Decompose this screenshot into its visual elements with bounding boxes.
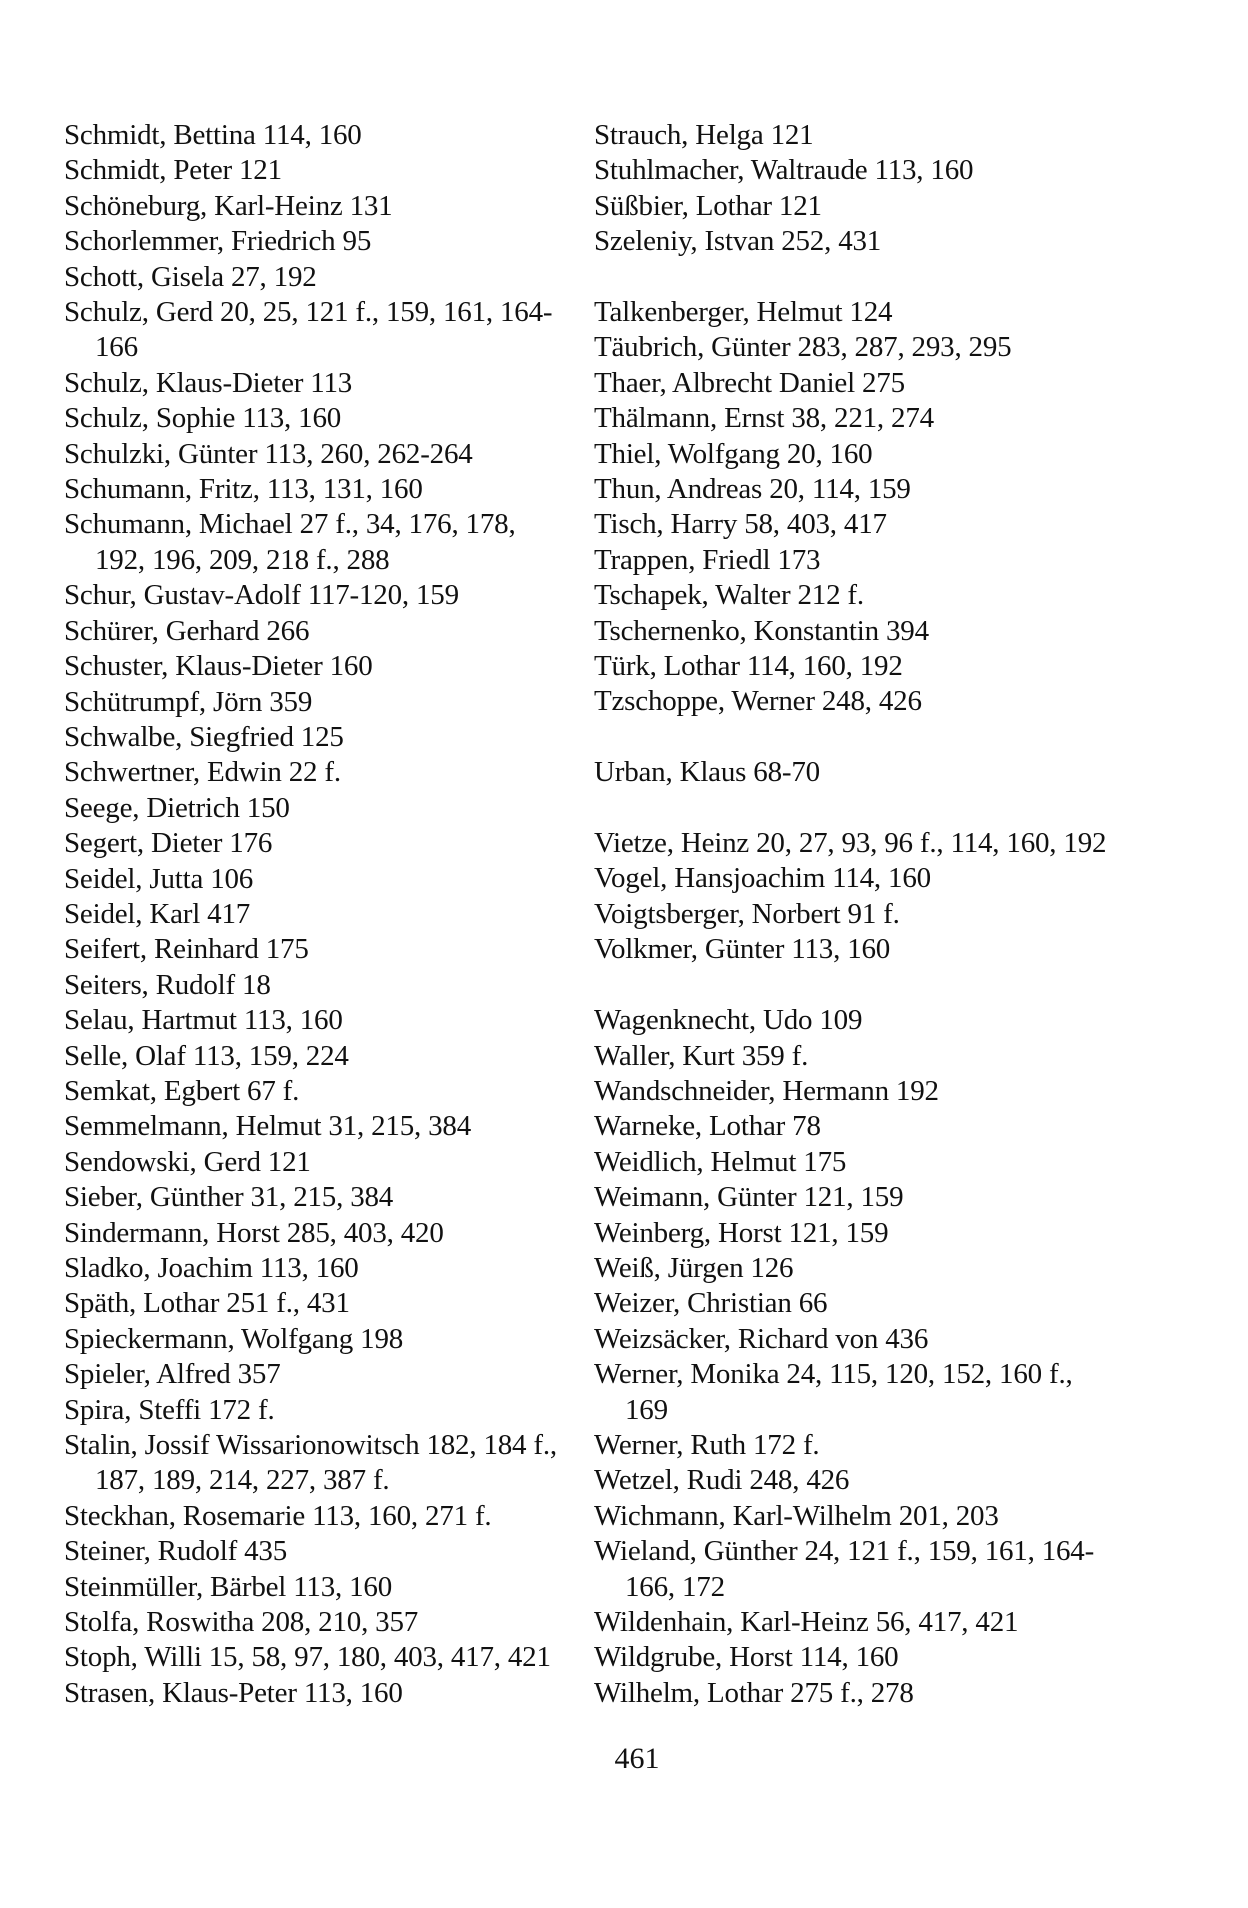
index-entry: Seiters, Rudolf 18 [64, 968, 271, 1001]
index-entry: Sieber, Günther 31, 215, 384 [64, 1181, 394, 1214]
index-entry: Tschernenko, Konstantin 394 [594, 614, 929, 647]
index-letter-gap [594, 720, 1114, 755]
index-entry: Schöneburg, Karl-Heinz 131 [64, 189, 393, 222]
index-entry: Sendowski, Gerd 121 [64, 1145, 311, 1178]
index-entry: Stuhlmacher, Waltraude 113, 160 [594, 154, 974, 187]
index-entry: Thälmann, Ernst 38, 221, 274 [594, 402, 934, 435]
index-entry: Strasen, Klaus-Peter 113, 160 [64, 1676, 403, 1709]
index-letter-gap [594, 791, 1114, 826]
index-entry: Wandschneider, Hermann 192 [594, 1074, 939, 1107]
index-entry: Thun, Andreas 20, 114, 159 [594, 473, 911, 506]
index-entry: Selle, Olaf 113, 159, 224 [64, 1039, 349, 1072]
index-entry: Wilhelm, Lothar 275 f., 278 [594, 1676, 914, 1709]
index-entry: Volkmer, Günter 113, 160 [594, 933, 891, 966]
index-entry: Steckhan, Rosemarie 113, 160, 271 f. [64, 1499, 492, 1532]
index-entry: Tschapek, Walter 212 f. [594, 579, 864, 612]
page-number: 461 [614, 1742, 660, 1775]
index-entry: Thaer, Albrecht Daniel 275 [594, 366, 905, 399]
index-entry: Weidlich, Helmut 175 [594, 1145, 847, 1178]
index-entry: Vogel, Hansjoachim 114, 160 [594, 862, 931, 895]
index-entry: Semkat, Egbert 67 f. [64, 1074, 300, 1107]
index-entry: Weizer, Christian 66 [594, 1287, 828, 1320]
index-entry: Seidel, Jutta 106 [64, 862, 254, 895]
index-entry: Schumann, Michael 27 f., 34, 176, 178, 192, 196, 209, 218 f., 288 [64, 508, 516, 576]
index-entry: Sindermann, Horst 285, 403, 420 [64, 1216, 444, 1249]
index-entry: Tzschoppe, Werner 248, 426 [594, 685, 922, 718]
index-entry: Warneke, Lothar 78 [594, 1110, 821, 1143]
index-entry: Werner, Ruth 172 f. [594, 1428, 820, 1461]
index-entry: Selau, Hartmut 113, 160 [64, 1004, 343, 1037]
index-column-right [594, 118, 1114, 1711]
index-entry: Weizsäcker, Richard von 436 [594, 1322, 929, 1355]
index-entry: Wetzel, Rudi 248, 426 [594, 1464, 850, 1497]
index-entry: Semmelmann, Helmut 31, 215, 384 [64, 1110, 472, 1143]
index-entry: Voigtsberger, Norbert 91 f. [594, 897, 900, 930]
index-entry: Wildenhain, Karl-Heinz 56, 417, 421 [594, 1606, 1019, 1638]
index-entry: Täubrich, Günter 283, 287, 293, 295 [594, 331, 1012, 364]
index-entry: Strauch, Helga 121 [594, 119, 814, 151]
index-column-left [64, 118, 564, 1711]
index-entry: Urban, Klaus 68-70 [594, 756, 820, 789]
index-entry: Weimann, Günter 121, 159 [594, 1181, 904, 1214]
index-entry: Steinmüller, Bärbel 113, 160 [64, 1570, 393, 1603]
index-entry: Wichmann, Karl-Wilhelm 201, 203 [594, 1499, 999, 1532]
index-entry: Süßbier, Lothar 121 [594, 189, 822, 222]
index-entry: Stalin, Jossif Wissarionowitsch 182, 184 f., 187, 189, 214, 227, 387 f. [64, 1429, 557, 1497]
index-entry: Schwalbe, Siegfried 125 [64, 720, 344, 753]
index-entry: Szeleniy, Istvan 252, 431 [594, 225, 882, 258]
index-entry: Trappen, Friedl 173 [594, 543, 821, 576]
index-entry: Stoph, Willi 15, 58, 97, 180, 403, 417, 421 [64, 1641, 551, 1674]
index-entry: Schulz, Gerd 20, 25, 121 f., 159, 161, 164-166 [64, 296, 553, 364]
index-entry: Steiner, Rudolf 435 [64, 1535, 287, 1568]
index-entry: Seege, Dietrich 150 [64, 791, 290, 824]
index-entry: Schorlemmer, Friedrich 95 [64, 225, 372, 258]
index-entry: Schur, Gustav-Adolf 117-120, 159 [64, 579, 459, 612]
index-entry: Schmidt, Peter 121 [64, 154, 282, 187]
index-entry: Schumann, Fritz, 113, 131, 160 [64, 473, 423, 506]
index-entry: Schulz, Sophie 113, 160 [64, 402, 342, 435]
index-entry: Schulz, Klaus-Dieter 113 [64, 366, 353, 399]
index-entry: Wieland, Günther 24, 121 f., 159, 161, 164-166, 172 [594, 1535, 1095, 1603]
index-entry: Schott, Gisela 27, 192 [64, 260, 317, 293]
index-entry: Wildgrube, Horst 114, 160 [594, 1641, 899, 1674]
index-entry: Sladko, Joachim 113, 160 [64, 1252, 359, 1284]
index-entry: Schütrumpf, Jörn 359 [64, 685, 313, 718]
index-entry: Waller, Kurt 359 f. [594, 1039, 809, 1072]
index-entry: Spira, Steffi 172 f. [64, 1393, 275, 1426]
index-entry: Wagenknecht, Udo 109 [594, 1004, 863, 1037]
index-entry: Vietze, Heinz 20, 27, 93, 96 f., 114, 160, 192 [594, 827, 1107, 860]
index-letter-gap [594, 260, 1114, 295]
index-entry: Stolfa, Roswitha 208, 210, 357 [64, 1606, 419, 1639]
index-entry: Talkenberger, Helmut 124 [594, 296, 893, 329]
index-entry: Seifert, Reinhard 175 [64, 933, 309, 966]
index-letter-gap [594, 968, 1114, 1003]
index-entry: Schmidt, Bettina 114, 160 [64, 119, 362, 151]
index-entry: Weinberg, Horst 121, 159 [594, 1216, 889, 1249]
index-entry: Segert, Dieter 176 [64, 827, 273, 860]
index-entry: Weiß, Jürgen 126 [594, 1251, 794, 1284]
index-entry: Schwertner, Edwin 22 f. [64, 756, 341, 789]
index-entry: Schulzki, Günter 113, 260, 262-264 [64, 437, 473, 470]
index-entry: Späth, Lothar 251 f., 431 [64, 1287, 350, 1320]
index-entry: Werner, Monika 24, 115, 120, 152, 160 f., 169 [594, 1358, 1073, 1426]
index-entry: Schuster, Klaus-Dieter 160 [64, 650, 373, 683]
index-entry: Türk, Lothar 114, 160, 192 [594, 650, 903, 683]
index-entry: Spieckermann, Wolfgang 198 [64, 1322, 404, 1355]
index-entry: Seidel, Karl 417 [64, 897, 251, 930]
index-entry: Thiel, Wolfgang 20, 160 [594, 437, 873, 470]
index-entry: Tisch, Harry 58, 403, 417 [594, 508, 887, 541]
index-entry: Schürer, Gerhard 266 [64, 614, 310, 647]
index-entry: Spieler, Alfred 357 [64, 1358, 281, 1391]
